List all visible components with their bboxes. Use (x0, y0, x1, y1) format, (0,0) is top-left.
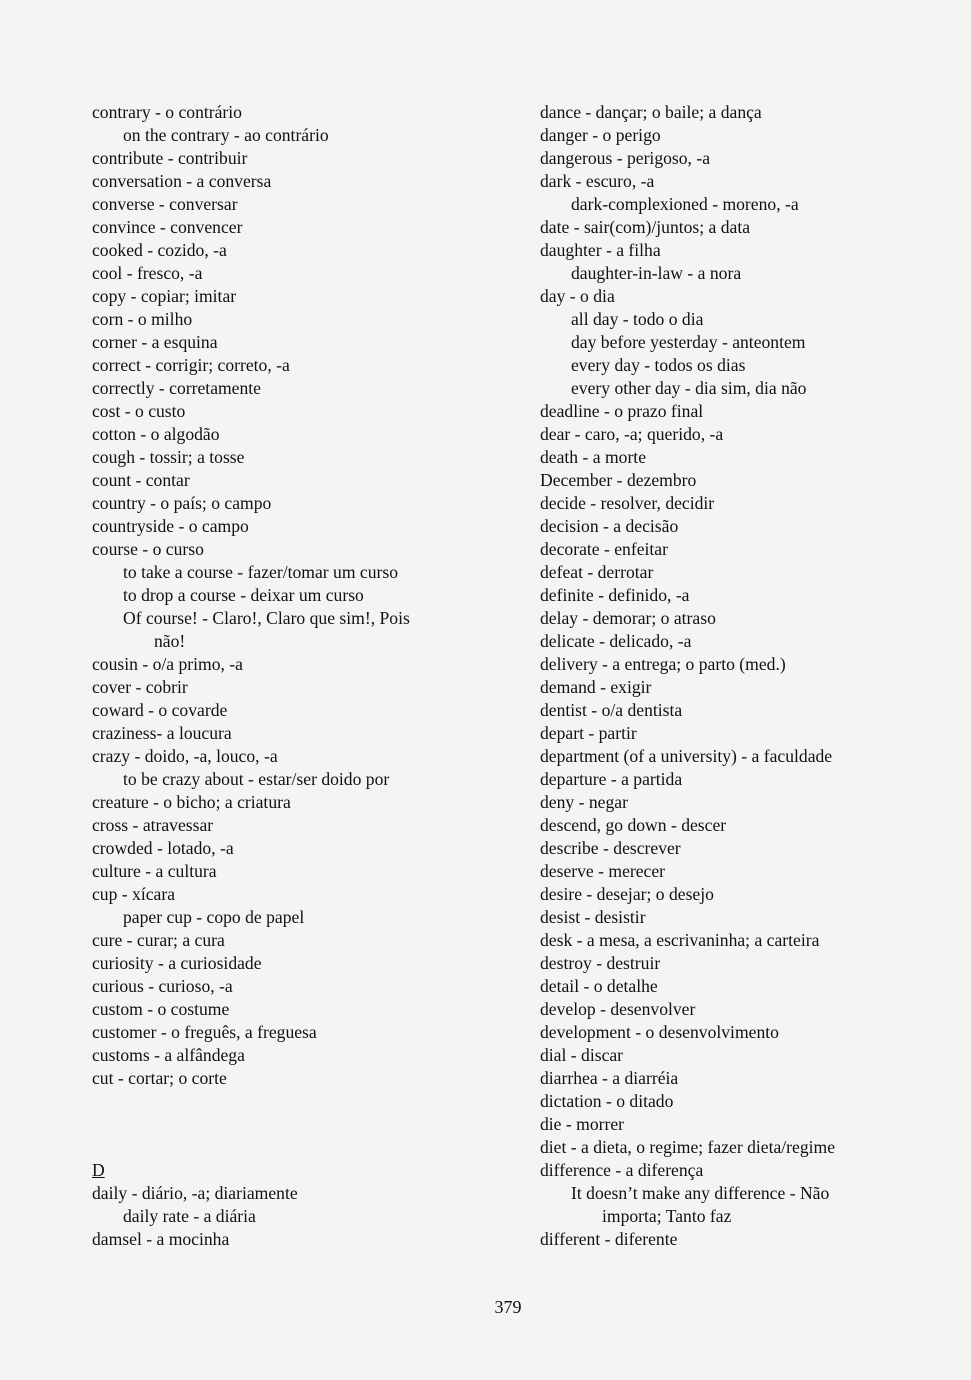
sub-entry: Of course! - Claro!, Claro que sim!, Pois (123, 608, 410, 628)
dictionary-entry: contrary - o contrário (92, 102, 242, 122)
dictionary-entry: custom - o costume (92, 999, 230, 1019)
dictionary-entry: describe - descrever (540, 838, 681, 858)
dictionary-entry: dial - discar (540, 1045, 624, 1065)
dictionary-entry: daughter - a filha (540, 240, 661, 260)
dictionary-entry: cooked - cozido, -a (92, 240, 227, 260)
dictionary-entry: deserve - merecer (540, 861, 666, 881)
dictionary-entry: cup - xícara (92, 884, 176, 904)
dictionary-entry: corn - o milho (92, 309, 193, 329)
dictionary-entry: converse - conversar (92, 194, 238, 214)
dictionary-entry: desk - a mesa, a escrivaninha; a carteira (540, 930, 820, 950)
dictionary-entry: deny - negar (540, 792, 628, 812)
sub-entry: It doesn’t make any difference - Não (571, 1183, 830, 1203)
dictionary-entry: cure - curar; a cura (92, 930, 225, 950)
dictionary-entry: customer - o freguês, a freguesa (92, 1022, 317, 1042)
dictionary-entry: dangerous - perigoso, -a (540, 148, 711, 168)
dictionary-entry: crazy - doido, -a, louco, -a (92, 746, 278, 766)
sub-entry: every day - todos os dias (571, 355, 746, 375)
dictionary-entry: conversation - a conversa (92, 171, 272, 191)
dictionary-entry: deadline - o prazo final (540, 401, 704, 421)
dictionary-entry: cut - cortar; o corte (92, 1068, 227, 1088)
dictionary-entry: dear - caro, -a; querido, -a (540, 424, 724, 444)
dictionary-entry: definite - definido, -a (540, 585, 690, 605)
section-letter-heading: D (92, 1160, 105, 1180)
dictionary-entry: convince - convencer (92, 217, 243, 237)
dictionary-entry: cover - cobrir (92, 677, 188, 697)
dictionary-entry: decide - resolver, decidir (540, 493, 715, 513)
dictionary-entry: cotton - o algodão (92, 424, 220, 444)
dictionary-entry: curious - curioso, -a (92, 976, 233, 996)
dictionary-entry: December - dezembro (540, 470, 697, 490)
dictionary-entry: delivery - a entrega; o parto (med.) (540, 654, 786, 674)
dictionary-entry: craziness- a loucura (92, 723, 232, 743)
dictionary-entry: departure - a partida (540, 769, 683, 789)
dictionary-entry: crowded - lotado, -a (92, 838, 234, 858)
dictionary-entry: descend, go down - descer (540, 815, 727, 835)
dictionary-entry: customs - a alfândega (92, 1045, 245, 1065)
blank-line (92, 1090, 492, 1113)
dictionary-entry: corner - a esquina (92, 332, 218, 352)
dictionary-entry: date - sair(com)/juntos; a data (540, 217, 751, 237)
sub-entry-continuation: importa; Tanto faz (602, 1206, 732, 1226)
dictionary-entry: copy - copiar; imitar (92, 286, 237, 306)
dictionary-entry: coward - o covarde (92, 700, 228, 720)
sub-entry: day before yesterday - anteontem (571, 332, 806, 352)
sub-entry: daughter-in-law - a nora (571, 263, 742, 283)
dictionary-entry: demand - exigir (540, 677, 652, 697)
dictionary-entry: day - o dia (540, 286, 615, 306)
dictionary-entry: defeat - derrotar (540, 562, 654, 582)
dictionary-entry: different - diferente (540, 1229, 678, 1249)
sub-entry: to take a course - fazer/tomar um curso (123, 562, 399, 582)
sub-entry: to be crazy about - estar/ser doido por (123, 769, 390, 789)
dictionary-entry: correct - corrigir; correto, -a (92, 355, 290, 375)
dictionary-entry: diet - a dieta, o regime; fazer dieta/regime (540, 1137, 836, 1157)
dictionary-entry: cough - tossir; a tosse (92, 447, 245, 467)
dictionary-entry: damsel - a mocinha (92, 1229, 230, 1249)
dictionary-entry: count - contar (92, 470, 190, 490)
dictionary-entry: country - o país; o campo (92, 493, 272, 513)
dictionary-entry: desire - desejar; o desejo (540, 884, 714, 904)
sub-entry: all day - todo o dia (571, 309, 704, 329)
dictionary-entry: death - a morte (540, 447, 647, 467)
dictionary-entry: develop - desenvolver (540, 999, 696, 1019)
page-number: 379 (494, 1297, 522, 1317)
dictionary-entry: cool - fresco, -a (92, 263, 203, 283)
dictionary-entry: depart - partir (540, 723, 637, 743)
dictionary-entry: delay - demorar; o atraso (540, 608, 716, 628)
dictionary-entry: destroy - destruir (540, 953, 661, 973)
blank-line (92, 1136, 492, 1159)
dictionary-entry: correctly - corretamente (92, 378, 261, 398)
dictionary-entry: dance - dançar; o baile; a dança (540, 102, 762, 122)
dictionary-entry: countryside - o campo (92, 516, 249, 536)
dictionary-entry: development - o desenvolvimento (540, 1022, 779, 1042)
dictionary-entry: dictation - o ditado (540, 1091, 674, 1111)
sub-entry: paper cup - copo de papel (123, 907, 305, 927)
dictionary-entry: decorate - enfeitar (540, 539, 668, 559)
dictionary-entry: decision - a decisão (540, 516, 679, 536)
dictionary-entry: danger - o perigo (540, 125, 661, 145)
dictionary-entry: department (of a university) - a faculdade (540, 746, 833, 766)
dictionary-entry: contribute - contribuir (92, 148, 248, 168)
dictionary-entry: daily - diário, -a; diariamente (92, 1183, 298, 1203)
dictionary-entry: difference - a diferença (540, 1160, 704, 1180)
sub-entry: daily rate - a diária (123, 1206, 256, 1226)
blank-line (92, 1113, 492, 1136)
dictionary-entry: cost - o custo (92, 401, 186, 421)
sub-entry: to drop a course - deixar um curso (123, 585, 364, 605)
dictionary-entry: diarrhea - a diarréia (540, 1068, 679, 1088)
dictionary-entry: die - morrer (540, 1114, 625, 1134)
dictionary-entry: course - o curso (92, 539, 204, 559)
dictionary-entry: detail - o detalhe (540, 976, 658, 996)
dictionary-entry: creature - o bicho; a criatura (92, 792, 291, 812)
sub-entry-continuation: não! (154, 631, 186, 651)
dictionary-entry: dark - escuro, -a (540, 171, 655, 191)
dictionary-entry: delicate - delicado, -a (540, 631, 692, 651)
dictionary-entry: dentist - o/a dentista (540, 700, 683, 720)
dictionary-entry: curiosity - a curiosidade (92, 953, 262, 973)
dictionary-entry: desist - desistir (540, 907, 646, 927)
sub-entry: on the contrary - ao contrário (123, 125, 329, 145)
left-column (92, 101, 492, 1251)
dictionary-entry: cousin - o/a primo, -a (92, 654, 243, 674)
right-column (540, 101, 940, 1251)
dictionary-entry: culture - a cultura (92, 861, 217, 881)
sub-entry: every other day - dia sim, dia não (571, 378, 807, 398)
dictionary-entry: cross - atravessar (92, 815, 214, 835)
sub-entry: dark-complexioned - moreno, -a (571, 194, 799, 214)
